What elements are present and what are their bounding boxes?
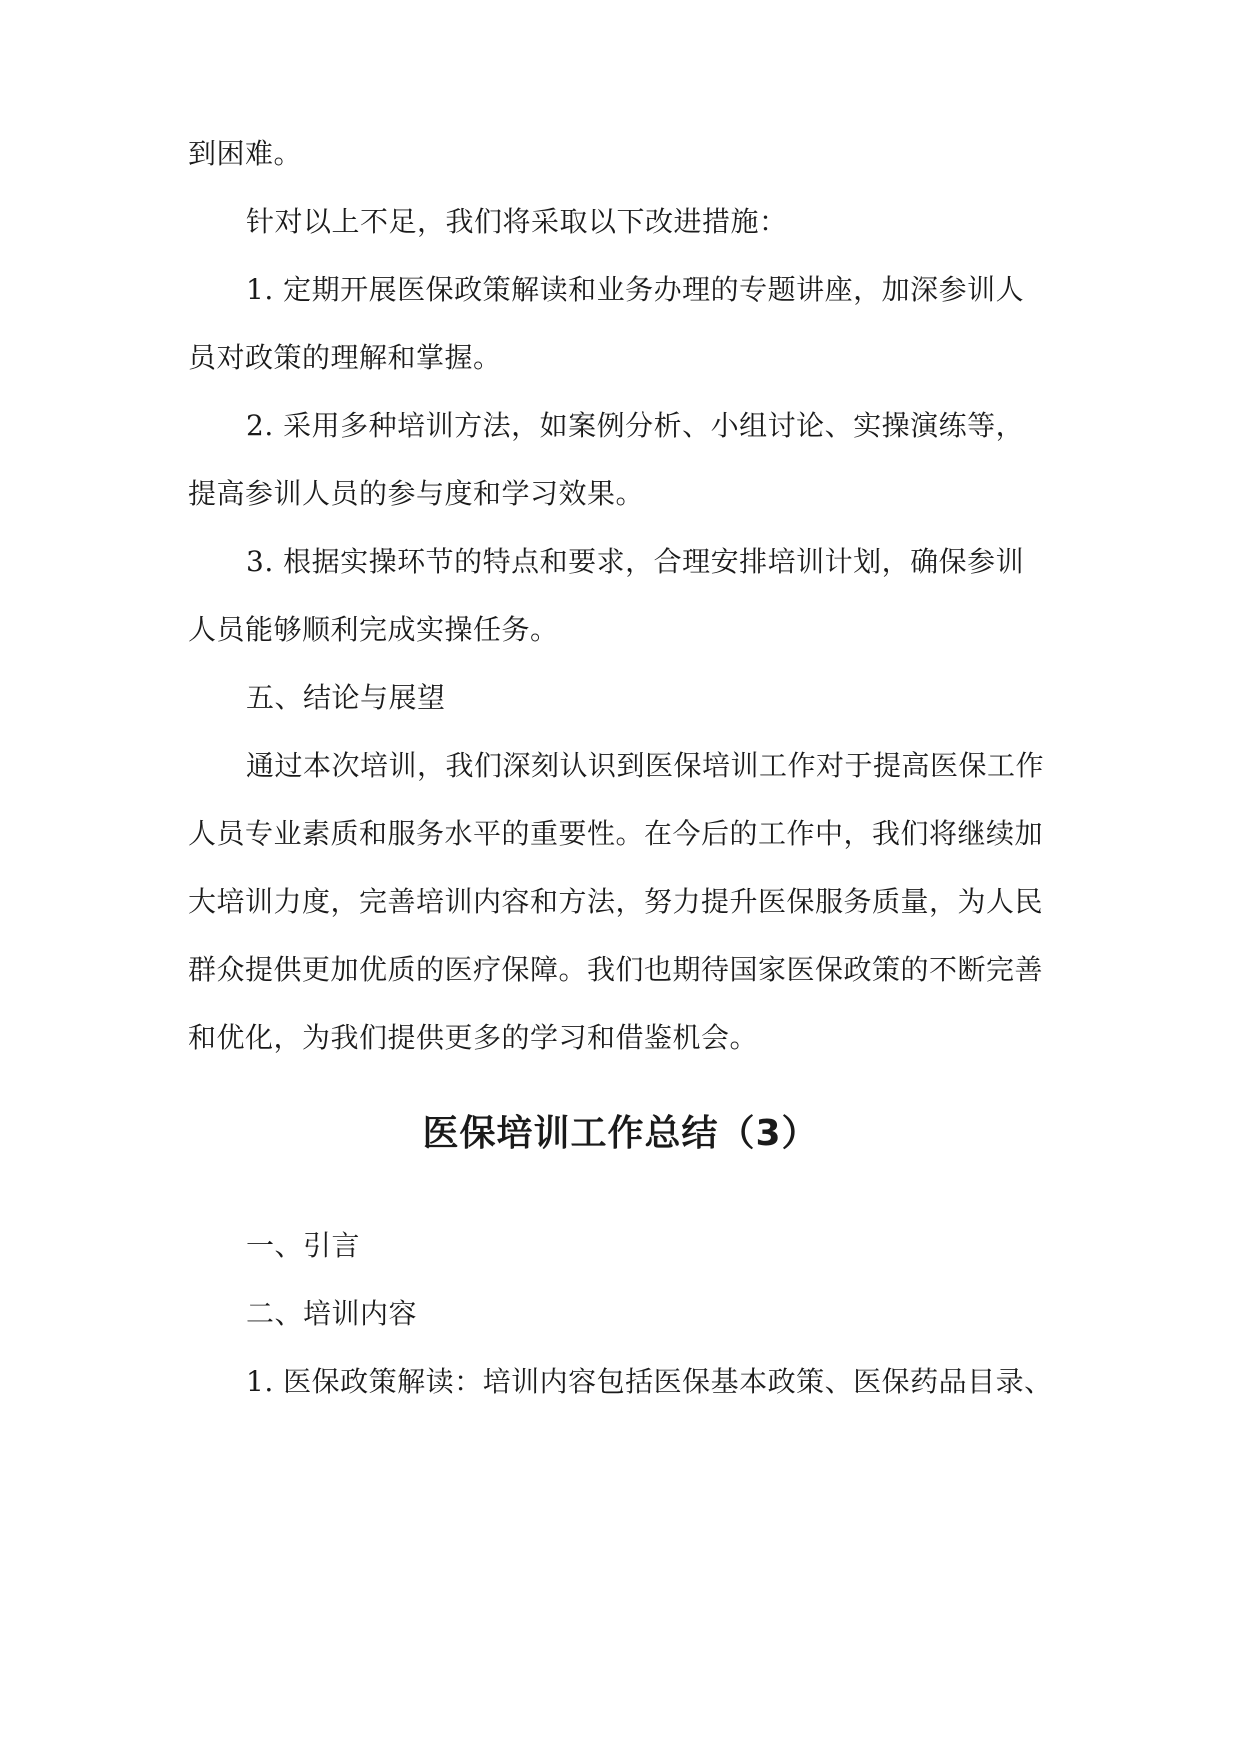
- paragraph-line: 员对政策的理解和掌握。: [188, 341, 502, 374]
- list-item: 1. 医保政策解读：培训内容包括医保基本政策、医保药品目录、: [246, 1365, 1053, 1398]
- paragraph-line: 和优化，为我们提供更多的学习和借鉴机会。: [188, 1021, 759, 1054]
- paragraph-line: 通过本次培训，我们深刻认识到医保培训工作对于提高医保工作: [246, 749, 1045, 782]
- section-heading: 五、结论与展望: [246, 681, 446, 714]
- list-item: 1. 定期开展医保政策解读和业务办理的专题讲座，加深参训人: [246, 273, 1025, 306]
- paragraph-line: 提高参训人员的参与度和学习效果。: [188, 477, 645, 510]
- list-item: 2. 采用多种培训方法，如案例分析、小组讨论、实操演练等，: [246, 409, 1025, 442]
- document-title: 医保培训工作总结（3）: [422, 1113, 819, 1154]
- section-heading: 二、培训内容: [246, 1297, 418, 1330]
- paragraph-line: 针对以上不足，我们将采取以下改进措施：: [246, 205, 788, 238]
- list-item: 3. 根据实操环节的特点和要求，合理安排培训计划，确保参训: [246, 545, 1025, 578]
- paragraph-line: 大培训力度，完善培训内容和方法，努力提升医保服务质量，为人民: [188, 885, 1044, 918]
- section-heading: 一、引言: [246, 1229, 361, 1262]
- paragraph-line: 群众提供更加优质的医疗保障。我们也期待国家医保政策的不断完善: [188, 953, 1044, 986]
- paragraph-line: 人员专业素质和服务水平的重要性。在今后的工作中，我们将继续加: [188, 817, 1044, 850]
- paragraph-line: 人员能够顺利完成实操任务。: [188, 613, 559, 646]
- paragraph-line: 到困难。: [188, 137, 303, 170]
